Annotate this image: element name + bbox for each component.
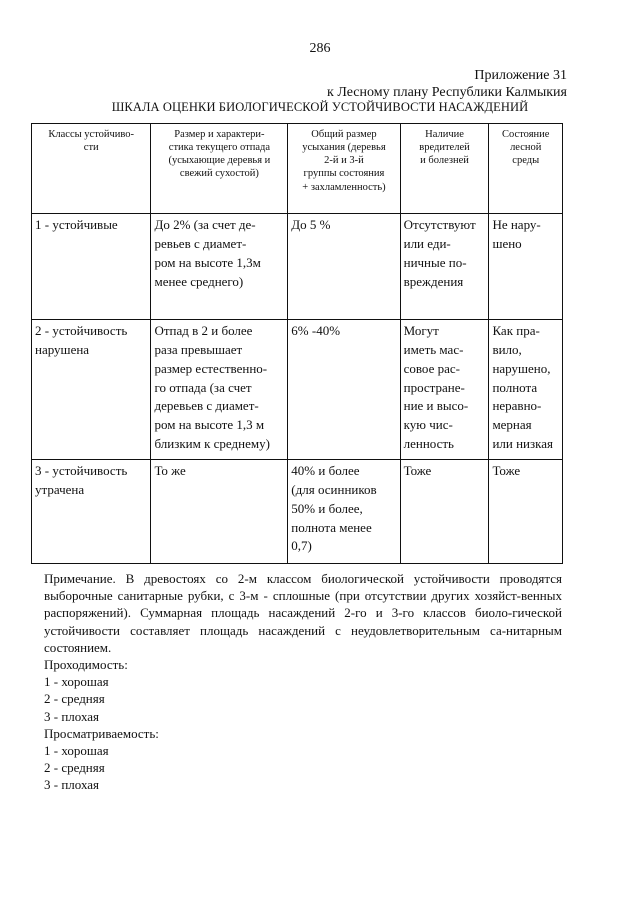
header-forest-environment: Состояние лесной среды (489, 124, 563, 214)
document-title: ШКАЛА ОЦЕНКИ БИОЛОГИЧЕСКОЙ УСТОЙЧИВОСТИ НАСАЖДЕНИЙ (111, 100, 529, 114)
table-row (32, 214, 563, 320)
cell-total-drying: 6% -40% (288, 320, 400, 460)
stability-scale-table (31, 123, 563, 564)
cell-current-loss: То же (151, 460, 288, 564)
header-current-loss: Размер и характери- стика текущего отпада (усыхающие деревья и свежий сухостой) (151, 124, 288, 214)
passability-item: 3 - плохая (44, 708, 100, 724)
passability-item: 1 - хорошая (44, 674, 109, 690)
cell-pests: Могут иметь мас- совое рас- простране- ние и высо- кую чис- ленность (400, 320, 489, 460)
page-number: 286 (309, 41, 331, 56)
note-paragraph: Примечание. В древостоях со 2-м классом биологической устойчивости проводятся выборочные санитарные рубки, с 3-м - сплошные (при отсутствии других хозяйст-венных распоряжений). Суммарная площадь насаждений 2-го и 3-го классов биоло-гической устойчивости составляет площадь насаждений с неудовлетворительным са-нитарным состоянием. (44, 571, 562, 655)
header-total-drying: Общий размер усыхания (деревья 2-й и 3-й группы состояния + захламленность) (288, 124, 400, 214)
cell-pests: Отсутствуют или еди- ничные по- вреждения (400, 214, 489, 320)
cell-class: 2 - устойчивость нарушена (32, 320, 151, 460)
cell-class: 3 - устойчивость утрачена (32, 460, 151, 564)
cell-environment: Не нару- шено (489, 214, 563, 320)
table-header-row (32, 124, 563, 214)
table-row (32, 320, 563, 460)
cell-class: 1 - устойчивые (32, 214, 151, 320)
visibility-item: 3 - плохая (44, 777, 100, 793)
passability-title: Проходимость: (44, 657, 128, 673)
cell-total-drying: До 5 % (288, 214, 400, 320)
appendix-reference: к Лесному плану Республики Калмыкия (327, 85, 567, 100)
appendix-label: Приложение 31 (474, 68, 567, 83)
cell-environment: Как пра- вило, нарушено, полнота неравно- мерная или низкая (489, 320, 563, 460)
visibility-item: 1 - хорошая (44, 743, 109, 759)
visibility-item: 2 - средняя (44, 760, 105, 776)
header-pests-diseases: Наличие вредителей и болезней (400, 124, 489, 214)
cell-environment: Тоже (489, 460, 563, 564)
visibility-title: Просматриваемость: (44, 725, 159, 741)
table-row (32, 460, 563, 564)
cell-pests: Тоже (400, 460, 489, 564)
header-stability-class: Классы устойчиво- сти (32, 124, 151, 214)
cell-total-drying: 40% и более (для осинников 50% и более, полнота менее 0,7) (288, 460, 400, 564)
notes-section (44, 570, 562, 794)
cell-current-loss: До 2% (за счет де- ревьев с диамет- ром на высоте 1,3м менее среднего) (151, 214, 288, 320)
passability-item: 2 - средняя (44, 691, 105, 707)
cell-current-loss: Отпад в 2 и более раза превышает размер естественно- го отпада (за счет деревьев с диамет- ром на высоте 1,3 м близким к среднему) (151, 320, 288, 460)
